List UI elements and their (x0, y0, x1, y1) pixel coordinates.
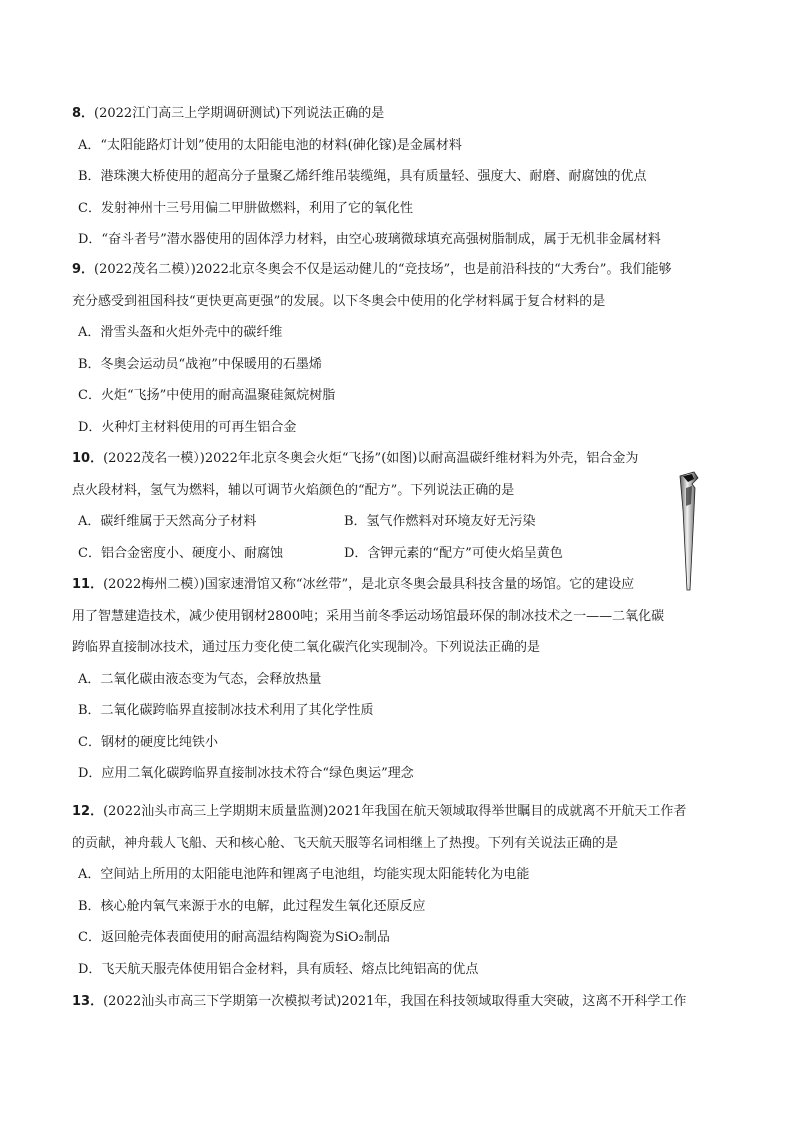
question-stem-line1: )国家速滑馆又称“冰丝带”，是北京冬奥会最具科技含量的场馆。它的建设应 (199, 577, 635, 592)
option-a: A．碳纤维属于天然高分子材料 (78, 514, 257, 529)
question-number: 8． (72, 106, 95, 121)
question-10 (72, 443, 722, 569)
question-13 (72, 986, 722, 1018)
option-row-cd (72, 538, 722, 570)
question-number: 11． (72, 577, 104, 592)
question-source: (2022梅州二模） (103, 577, 200, 592)
question-12 (72, 796, 722, 985)
question-number: 9． (72, 262, 95, 277)
question-source: (2022汕头市高三上学期期末质量监测) (103, 804, 329, 819)
option-b: B．核心舱内氧气来源于水的电解，此过程发生氧化还原反应 (78, 898, 426, 914)
option-b: B．氢气作燃料对环境友好无污染 (344, 514, 536, 529)
question-stem-line2: 的贡献，神舟载人飞船、天和核心舱、飞天航天服等名词相继上了热搜。下列有关说法正确的是 (72, 835, 619, 851)
option-d: D．飞天航天服壳体使用铝合金材料，具有质轻、熔点比纯铝高的优点 (78, 961, 479, 977)
option-a: A．“太阳能路灯计划”使用的太阳能电池的材料(砷化镓)是金属材料 (78, 137, 462, 153)
option-d: D．“奋斗者号”潜水器使用的固体浮力材料，由空心玻璃微球填充高强树脂制成，属于无机非金属材料 (78, 232, 661, 247)
option-d: D．应用二氧化碳跨临界直接制冰技术符合“绿色奥运”理念 (78, 766, 414, 781)
question-stem-line2: 充分感受到祖国科技“更快更高更强”的发展。以下冬奥会中使用的化学材料属于复合材料的是 (72, 293, 606, 309)
question-stem-line3: 跨临界直接制冰技术，通过压力变化使二氧化碳汽化实现制冷。下列说法正确的是 (72, 640, 541, 655)
question-source: (2022江门高三上学期调研测试) (94, 106, 281, 121)
question-stem-line2: 点火段材料，氢气为燃料，辅以可调节火焰颜色的“配方”。下列说法正确的是 (72, 482, 515, 498)
option-a: A．二氧化碳由液态变为气态，会释放热量 (78, 671, 322, 687)
question-source: (2022茂名一模） (103, 451, 200, 466)
question-number: 12． (72, 804, 104, 819)
question-source: (2022汕头市高三下学期第一次模拟考试) (103, 994, 342, 1009)
question-stem-line1: )2022年北京冬奥会火炬“飞扬”(如图)以耐高温碳纤维材料为外壳，铝合金为 (199, 451, 639, 466)
question-11 (72, 569, 722, 790)
option-row-ab (72, 506, 722, 538)
question-8 (72, 98, 722, 256)
question-number: 13． (72, 994, 104, 1009)
option-d: D．火种灯主材料使用的可再生铝合金 (78, 419, 297, 435)
option-a: A．滑雪头盔和火炬外壳中的碳纤维 (78, 325, 283, 340)
option-c: C．发射神州十三号用偏二甲肼做燃料，利用了它的氧化性 (78, 200, 413, 216)
option-a: A．空间站上所用的太阳能电池阵和锂离子电池组，均能实现太阳能转化为电能 (78, 867, 530, 882)
question-9 (72, 254, 722, 443)
option-c: C．火炬“飞扬”中使用的耐高温聚硅氮烷树脂 (78, 388, 336, 403)
option-c: C．钢材的硬度比纯铁小 (78, 734, 218, 750)
question-stem-line2: 用了智慧建造技术，减少使用钢材2800吨；采用当前冬季运动场馆最环保的制冰技术之一——二氧化碳 (72, 608, 665, 624)
question-source: (2022茂名二模） (94, 262, 191, 277)
option-c: C．返回舱壳体表面使用的耐高温结构陶瓷为SiO₂制品 (78, 930, 390, 945)
question-stem-line1: 2021年我国在航天领域取得举世瞩目的成就离不开航天工作者 (328, 804, 687, 819)
option-b: B．冬奥会运动员“战袍”中保暖用的石墨烯 (78, 356, 322, 372)
question-stem-line1: )2022北京冬奥会不仅是运动健儿的“竞技场”，也是前沿科技的“大秀台”。我们能够 (190, 262, 672, 277)
question-stem: 下列说法正确的是 (280, 106, 385, 121)
question-stem-line1: 2021年，我国在科技领域取得重大突破，这离不开科学工作 (341, 994, 687, 1009)
option-b: B．港珠澳大桥使用的超高分子量聚乙烯纤维吊装缆绳，具有质量轻、强度大、耐磨、耐腐蚀的优点 (78, 169, 647, 184)
question-number: 10． (72, 451, 104, 466)
option-b: B．二氧化碳跨临界直接制冰技术利用了其化学性质 (78, 703, 374, 718)
option-c: C．铝合金密度小、硬度小、耐腐蚀 (78, 545, 283, 561)
option-d: D．含钾元素的“配方”可使火焰呈黄色 (344, 545, 563, 561)
